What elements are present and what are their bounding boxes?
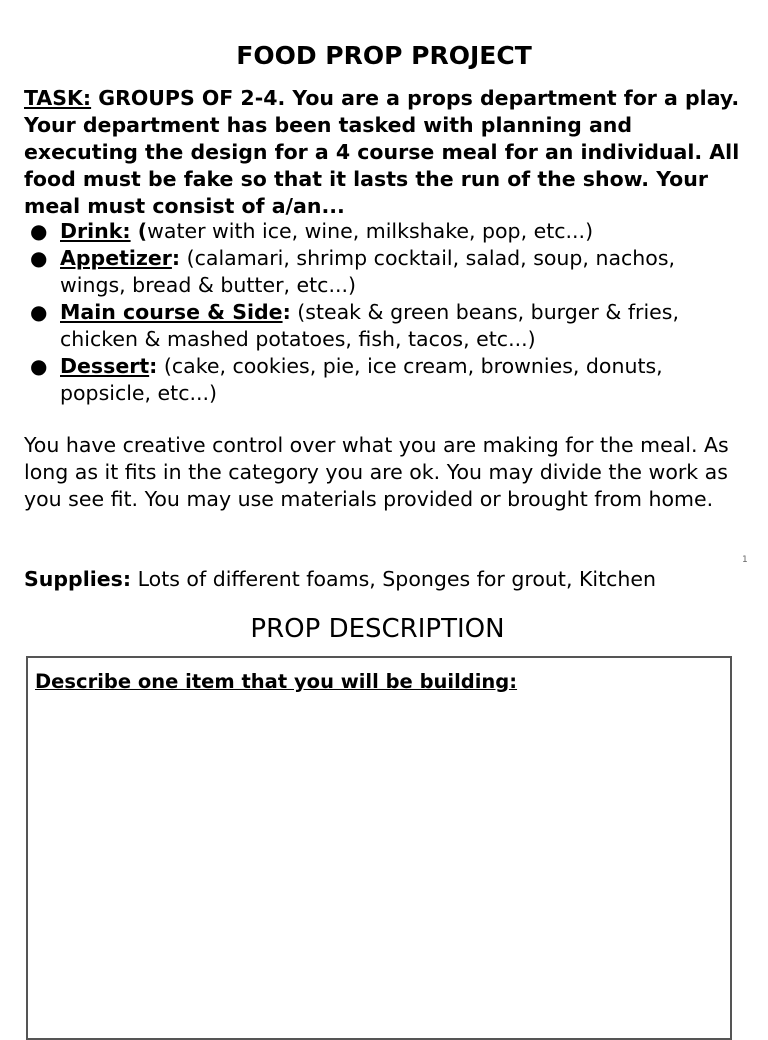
- task-text: GROUPS OF 2-4. You are a props department for a play. Your department has been tasked with planning and executing the design for a 4 course meal for an individual. All food must be fake so that it lasts the run of the show. Your meal must consist of a/an...: [24, 86, 740, 218]
- list-item-drink: [24, 218, 744, 245]
- course-list: [24, 218, 744, 407]
- page-title: FOOD PROP PROJECT: [236, 41, 532, 70]
- supplies-line: [24, 566, 744, 593]
- course-desc: water with ice, wine, milkshake, pop, etc...): [147, 219, 594, 243]
- footnote-marker: 1: [742, 555, 748, 565]
- bullet-icon: ●: [30, 219, 48, 243]
- list-item-appetizer: [24, 245, 744, 299]
- instructions-paragraph: You have creative control over what you are making for the meal. As long as it fits in the category you are ok. You may divide the work as you see fit. You may use materials provided or brought from home.: [24, 433, 729, 511]
- description-box[interactable]: [26, 656, 732, 1040]
- description-prompt: Describe one item that you will be building:: [35, 670, 518, 693]
- course-desc: (steak & green beans, burger & fries, chicken & mashed potatoes, fish, tacos, etc...): [60, 300, 679, 351]
- supplies-text: Lots of different foams, Sponges for grout, Kitchen: [131, 567, 657, 591]
- course-name: Drink:: [60, 219, 131, 243]
- course-colon: (: [130, 219, 148, 243]
- course-desc: (calamari, shrimp cocktail, salad, soup, nachos, wings, bread & butter, etc...): [60, 246, 676, 297]
- course-colon: :: [149, 354, 158, 378]
- course-name: Dessert: [60, 354, 150, 378]
- list-item-main-course: [24, 299, 744, 353]
- task-paragraph: [24, 85, 744, 220]
- bullet-icon: ●: [30, 246, 48, 270]
- course-name: Appetizer: [60, 246, 172, 270]
- bullet-icon: ●: [30, 300, 48, 324]
- course-colon: :: [282, 300, 291, 324]
- task-label: TASK:: [24, 86, 92, 110]
- course-desc: (cake, cookies, pie, ice cream, brownies, donuts, popsicle, etc...): [60, 354, 663, 405]
- supplies-label: Supplies:: [24, 567, 132, 591]
- list-item-dessert: [24, 353, 744, 407]
- course-name: Main course & Side: [60, 300, 283, 324]
- course-colon: :: [171, 246, 181, 270]
- bullet-icon: ●: [30, 354, 48, 378]
- section-heading: PROP DESCRIPTION: [250, 614, 505, 644]
